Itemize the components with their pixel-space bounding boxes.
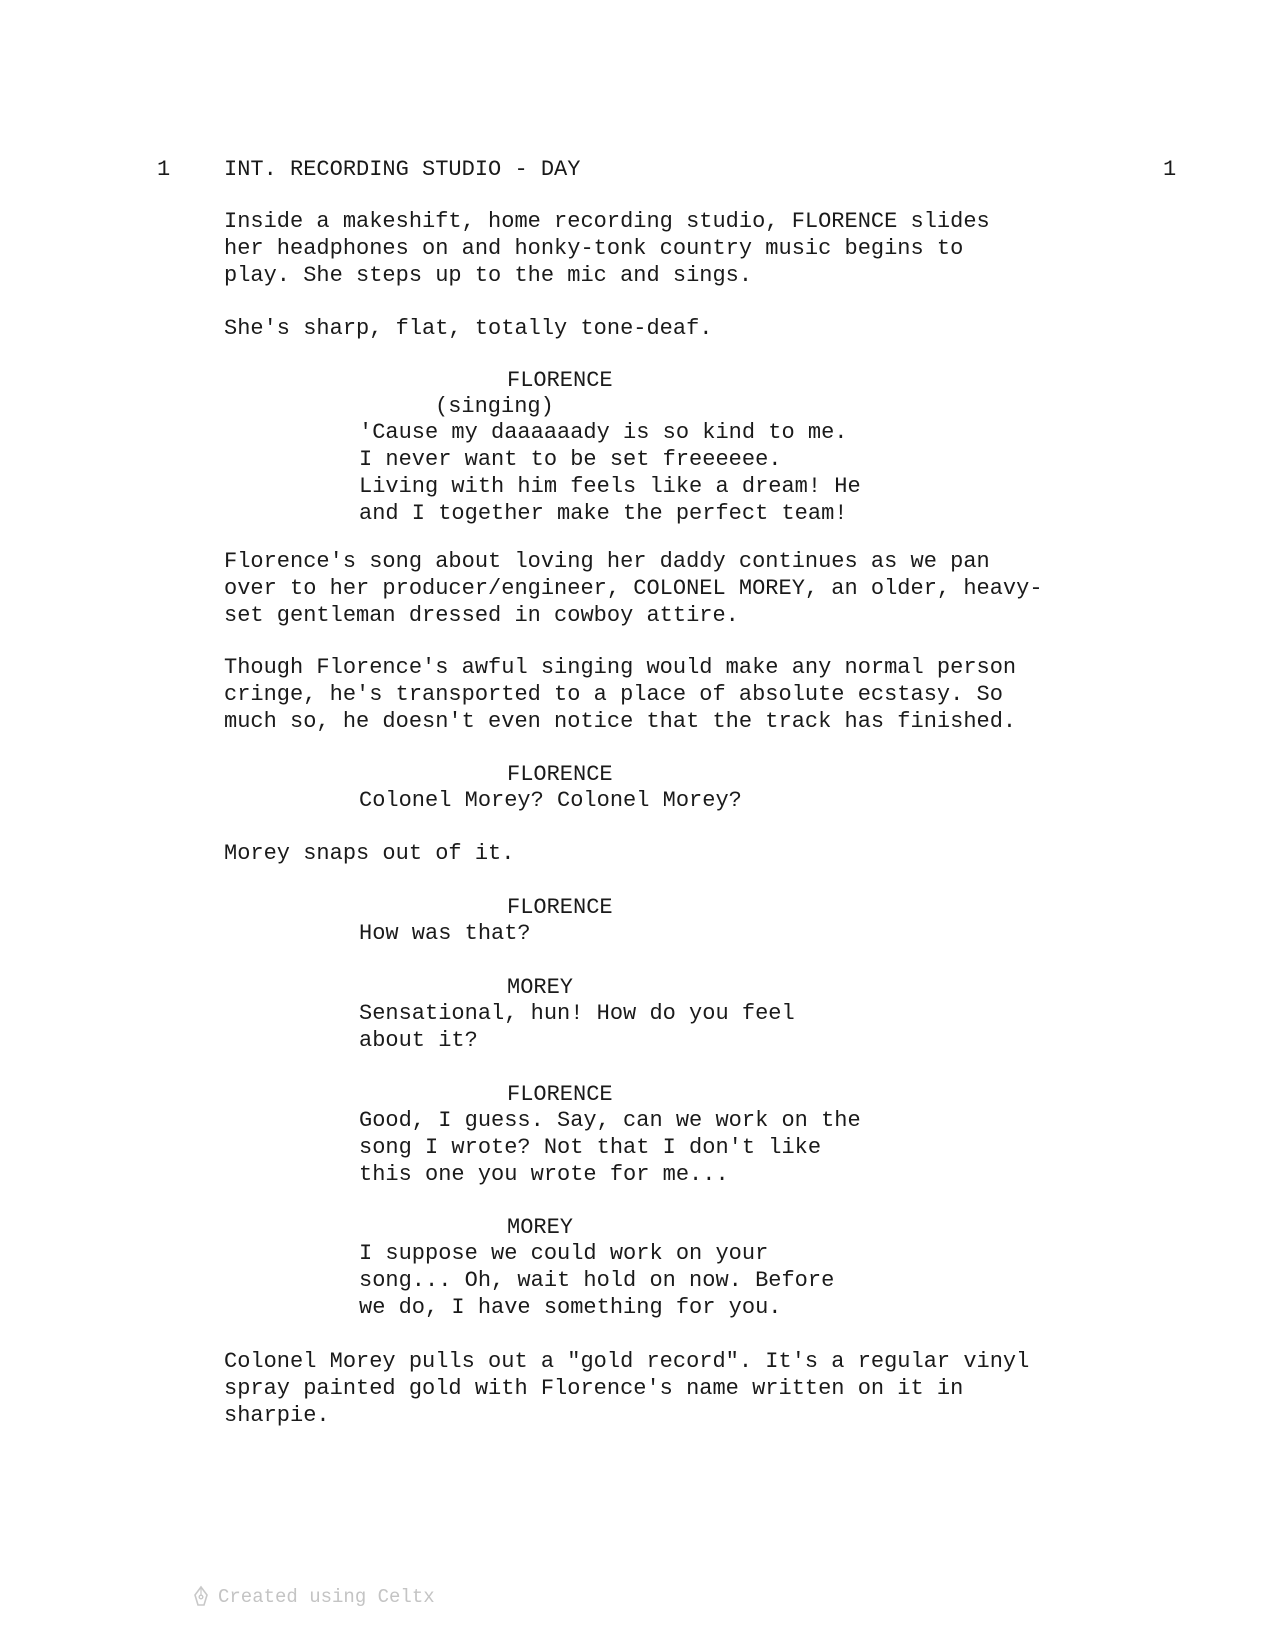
celtx-footer (192, 1585, 435, 1609)
action-line-tone-deaf: She's sharp, flat, totally tone-deaf. (224, 316, 713, 341)
dialogue-line: song I wrote? Not that I don't like (359, 1135, 822, 1160)
action-block-gold-record (224, 1348, 1029, 1429)
dialogue-line: Colonel Morey? Colonel Morey? (359, 788, 742, 813)
dialogue-block (359, 419, 861, 527)
dialogue-line: this one you wrote for me... (359, 1162, 729, 1187)
action-line: over to her producer/engineer, COLONEL MOREY, an older, heavy- (224, 576, 1043, 601)
action-line: Colonel Morey pulls out a "gold record". It's a regular vinyl (224, 1349, 1030, 1374)
character-name: FLORENCE (507, 368, 613, 393)
scene-number-right: 1 (1163, 157, 1177, 182)
dialogue-line: How was that? (359, 921, 531, 946)
character-name: FLORENCE (507, 895, 613, 920)
character-name: FLORENCE (507, 1082, 613, 1107)
dialogue-line: about it? (359, 1028, 478, 1053)
dialogue-line: Living with him feels like a dream! He (359, 474, 861, 499)
action-block-intro (224, 208, 990, 289)
action-line: her headphones on and honky-tonk country music begins to (224, 236, 964, 261)
dialogue-line: Sensational, hun! How do you feel (359, 1001, 795, 1026)
dialogue-line: 'Cause my daaaaaady is so kind to me. (359, 420, 848, 445)
action-block-pan (224, 548, 1043, 629)
action-block-ecstasy (224, 654, 1016, 735)
action-line: Inside a makeshift, home recording studio, FLORENCE slides (224, 209, 990, 234)
parenthetical: (singing) (435, 394, 554, 419)
dialogue-line: we do, I have something for you. (359, 1295, 782, 1320)
scene-number-left: 1 (157, 157, 171, 182)
action-line: Though Florence's awful singing would make any normal person (224, 655, 1017, 680)
dialogue-line: Good, I guess. Say, can we work on the (359, 1108, 861, 1133)
action-line-snaps: Morey snaps out of it. (224, 841, 515, 866)
character-name: FLORENCE (507, 762, 613, 787)
scene-heading: INT. RECORDING STUDIO - DAY (224, 157, 581, 182)
character-name: MOREY (507, 975, 574, 1000)
dialogue-block (359, 1107, 861, 1188)
action-line: set gentleman dressed in cowboy attire. (224, 603, 739, 628)
action-line: sharpie. (224, 1403, 330, 1428)
action-line: Florence's song about loving her daddy continues as we pan (224, 549, 990, 574)
footer-text: Created using Celtx (218, 1586, 435, 1608)
action-line: cringe, he's transported to a place of absolute ecstasy. So (224, 682, 1003, 707)
dialogue-block (359, 1240, 834, 1321)
dialogue-line: song... Oh, wait hold on now. Before (359, 1268, 835, 1293)
dialogue-line: I suppose we could work on your (359, 1241, 769, 1266)
character-name: MOREY (507, 1215, 574, 1240)
action-line: play. She steps up to the mic and sings. (224, 263, 753, 288)
dialogue-line: I never want to be set freeeeee. (359, 447, 782, 472)
action-line: much so, he doesn't even notice that the track has finished. (224, 709, 1017, 734)
dialogue-line: and I together make the perfect team! (359, 501, 848, 526)
pen-nib-icon (192, 1585, 210, 1609)
dialogue-block (359, 1000, 795, 1054)
action-line: spray painted gold with Florence's name written on it in (224, 1376, 964, 1401)
